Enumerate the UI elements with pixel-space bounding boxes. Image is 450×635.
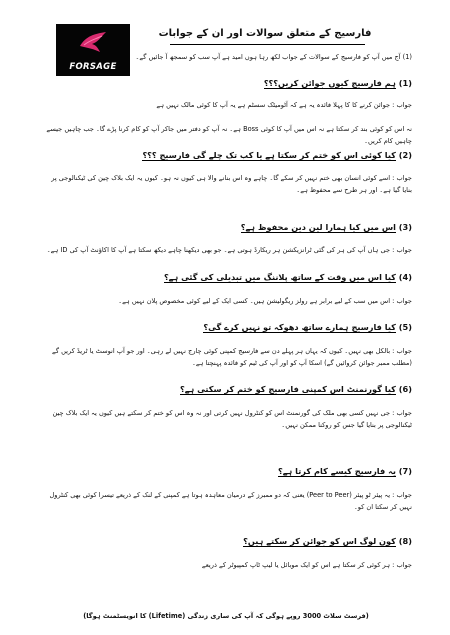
faq-answer-2: جواب : اسے کوئی انسان بھی ختم نہیں کر سکے گا۔ چاہے وہ اس بنانے والا ہی کیوں نہ ہو۔ کیوں یہ ایک بلاک چین کی ٹیکنالوجی پر بنایا گیا ہے۔ اور ہر طرح سے محفوظ ہے۔ bbox=[51, 174, 412, 194]
faq-question-text: اس میں کیا ہمارا لین دین محفوظ ہے؟ bbox=[240, 222, 396, 232]
faq-answer-7: جواب : یہ پیئر ٹو پیئر (Peer to Peer) یعنی کہ دو ممبرز کے درمیان معاہدہ ہوتا ہے کمپنی کے لنک کے ذریعے تیسرا کوئی بھی کنٹرول نہیں کر سکتا ان کو۔ bbox=[49, 491, 412, 511]
faq-question-5 bbox=[40, 322, 412, 334]
faq-question-8 bbox=[40, 536, 412, 548]
faq-number: (6) bbox=[398, 384, 412, 394]
faq-question-text: ہم فارسیج کیوں جوائن کریں؟؟؟ bbox=[263, 78, 396, 88]
faq-question-6 bbox=[40, 384, 412, 396]
faq-question-text: کیا کوئی اس کو ختم کر سکتا ہے یا کب تک چلے گی فارسیج ؟؟؟ bbox=[142, 150, 396, 160]
faq-answer-3: جواب : جی ہاں آپ کی ہر کی گئی ٹرانزیکشن ہر ریکارڈ ہوتی ہے۔ جو بھی دیکھنا چاہے دیکھ سکتا ہے آپ کا اکاؤنٹ آپ کی ID ہے۔ bbox=[46, 246, 412, 254]
faq-number: (2) bbox=[398, 150, 412, 160]
faq-number: (3) bbox=[398, 222, 412, 232]
faq-question-1 bbox=[40, 78, 412, 90]
faq-question-text: کیا اس میں وقت کے ساتھ پلاننگ میں تبدیلی کی گئی ہے؟ bbox=[163, 272, 396, 282]
faq-number: (7) bbox=[398, 466, 412, 476]
faq-answer-4: جواب : اس میں سب کے لیے برابر ہے رولز ریگولیشن ہیں۔ کسی ایک کے لیے کوئی مخصوص پلان نہیں ہے۔ bbox=[118, 297, 412, 305]
faq-question-text: کیا فارسیج ہمارے ساتھ دھوکہ تو نہیں کرے گی؟ bbox=[203, 322, 396, 332]
faq-question-3 bbox=[40, 222, 412, 234]
footer-note: (فرسٹ سلاٹ 3000 روپے ہوگی کہ آپ کی ساری زندگی (Lifetime) کا انویسٹمنٹ ہوگا) bbox=[83, 612, 369, 620]
faq-answer-6: جواب : جی نہیں کسی بھی ملک کی گورنمنٹ اس کو کنٹرول نہیں کرتی اور نہ وہ اس کو ختم کر سکتے ہیں کیوں یہ ایک بلاک چین ٹیکنالوجی پر بنایا گیا جس کو روکنا ممکن نہیں۔ bbox=[52, 409, 412, 429]
intro-paragraph: (1) آج میں آپ کو فارسیج کے سوالات کے جواب لکھ رہا ہوں امید ہے آپ سب کو سمجھ آ جائیں گے۔ bbox=[135, 53, 412, 61]
faq-number: (5) bbox=[398, 322, 412, 332]
faq-number: (1) bbox=[398, 78, 412, 88]
faq-question-text: یہ فارسیج کیسے کام کرتا ہے؟ bbox=[277, 466, 396, 476]
forsage-logo bbox=[56, 24, 130, 76]
faq-number: (8) bbox=[398, 536, 412, 546]
logo-text: FORSAGE bbox=[69, 62, 117, 72]
faq-answer-8: جواب : ہر کوئی کر سکتا ہے اس کو ایک موبائل یا لیپ ٹاپ کمپیوٹر کے ذریعے bbox=[201, 561, 412, 569]
faq-answer-5: جواب : بالکل بھی نہیں۔ کیوں کہ یہاں ہر پہلے دن سے فارسیج کمپنی کوئی چارج نہیں لے رہی۔ اور جو آپ انوسٹ یا ٹریڈ کریں گے (مطلب ممبر جوائن کروائیں گے) اسکا آپ کو اور آپ کی ٹیم کو فائدہ پہنچتا ہے۔ bbox=[52, 347, 412, 367]
title-underline bbox=[170, 44, 365, 45]
faq-number: (4) bbox=[398, 272, 412, 282]
faq-question-7 bbox=[40, 466, 412, 478]
faq-question-text: کون لوگ اس کو جوائن کر سکتے ہیں؟ bbox=[243, 536, 396, 546]
faq-question-2 bbox=[40, 150, 412, 162]
faq-question-4 bbox=[40, 272, 412, 284]
faq-answer-1a: جواب : جوائن کرنے کا کا پہلا فائدہ یہ ہے کہ آٹومیٹک سسٹم ہے یہ آپ کا کوئی مالک نہیں ہے bbox=[156, 101, 412, 109]
page-title: فارسیج کے متعلق سوالات اور ان کے جوابات bbox=[158, 28, 372, 39]
faq-answer-1b: نہ اس کو کوئی بند کر سکتا ہے نہ اس میں آپ کا کوئی Boss ہے۔ نہ آپ کو دفتر میں جاکر آپ کو کام کرنا پڑے گا۔ جب چاہیں جیسے چاہیں کام کریں۔ bbox=[46, 125, 412, 145]
faq-question-text: کیا گورنمنٹ اس کمپنی فارسیج کو ختم کر سکتی ہے؟ bbox=[179, 384, 396, 394]
